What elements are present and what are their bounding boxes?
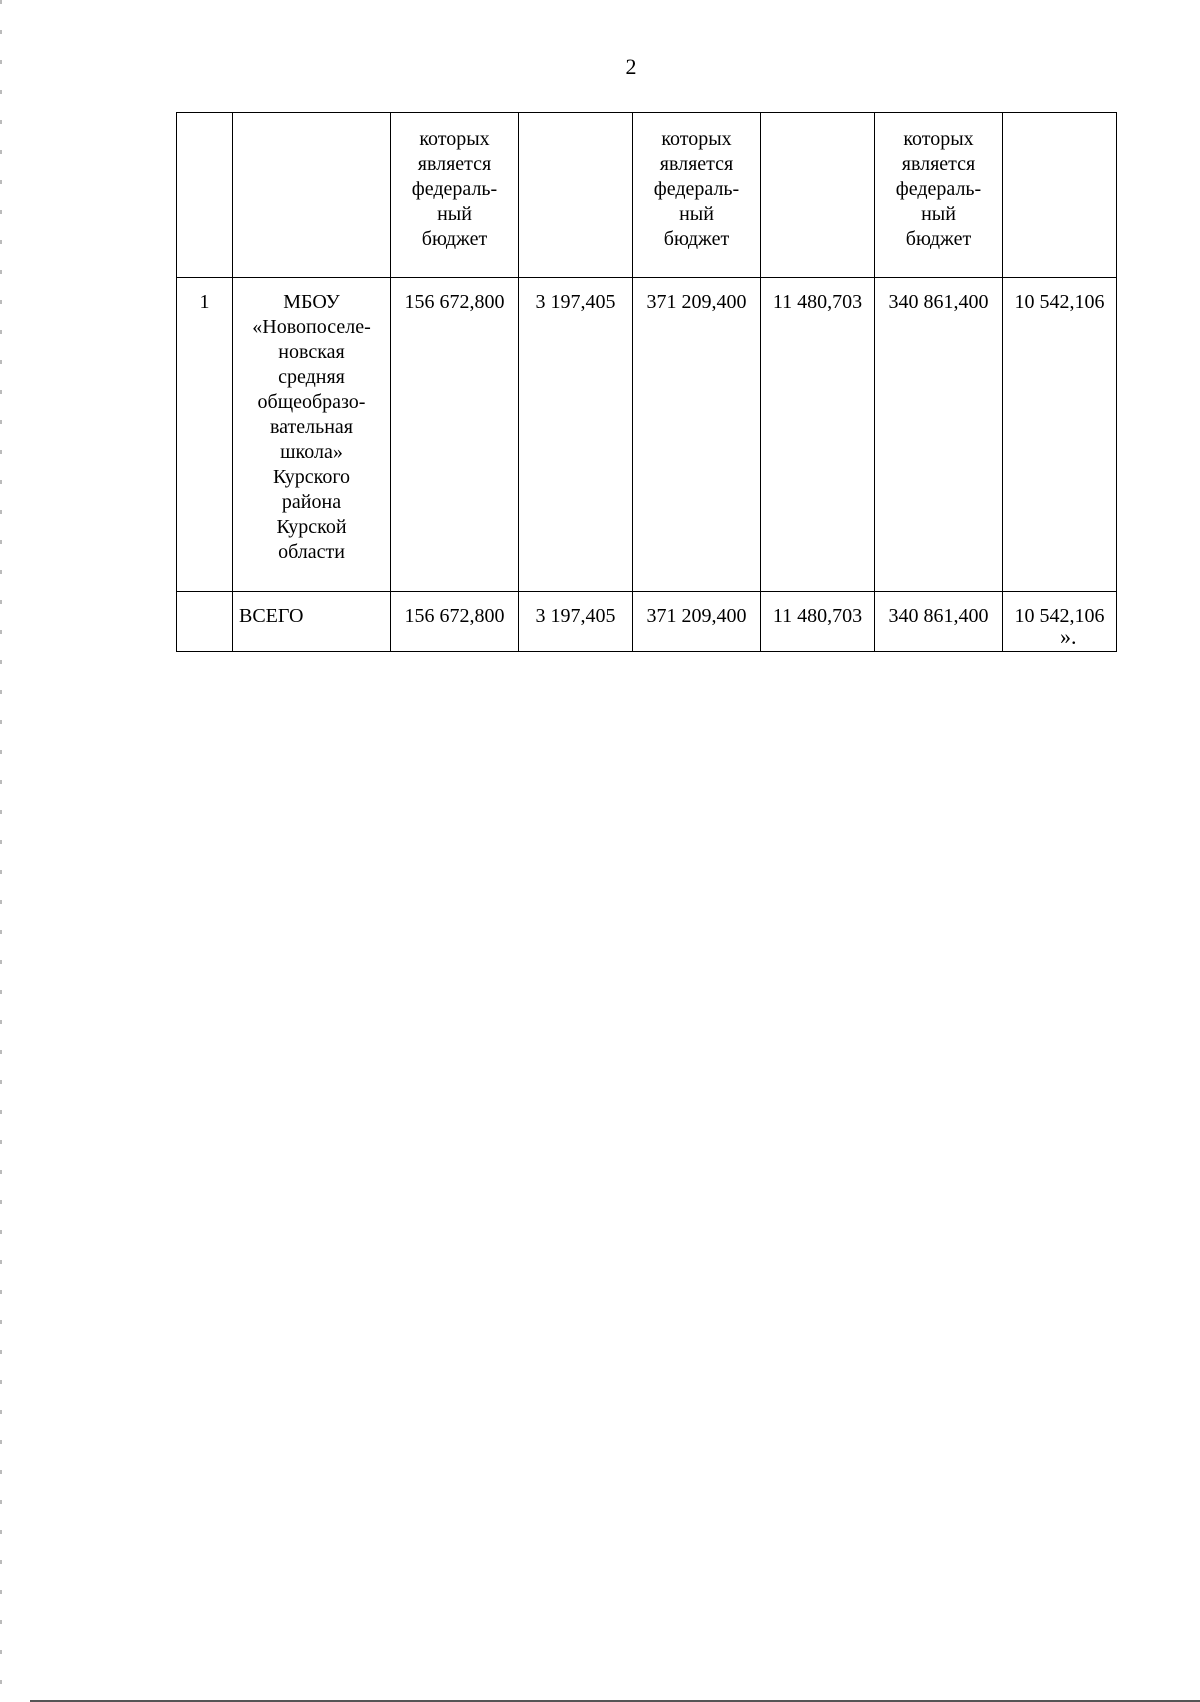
header-text-line: которых (903, 128, 974, 150)
header-cell-amount-3 (1003, 113, 1117, 278)
header-text-line: федераль- (895, 178, 982, 200)
school-name-line: средняя (278, 366, 345, 388)
school-name (233, 278, 391, 592)
value-cell: 156 672,800 (391, 278, 519, 592)
table-row (177, 278, 1117, 592)
school-name-line: района (281, 491, 342, 513)
header-cell-federal-2 (633, 113, 761, 278)
header-text-line: федераль- (653, 178, 740, 200)
total-value-cell: 11 480,703 (761, 592, 875, 652)
header-text-line: бюджет (905, 228, 972, 250)
header-text-line: является (417, 153, 492, 175)
school-name-line: «Новопоселе- (252, 316, 371, 338)
header-cell-amount-2 (761, 113, 875, 278)
header-text-line: ный (921, 203, 956, 225)
page-number: 2 (625, 54, 637, 79)
value-cell: 371 209,400 (633, 278, 761, 592)
total-row (177, 592, 1117, 652)
school-name-line: вательная (269, 416, 354, 438)
total-value-cell: 371 209,400 (633, 592, 761, 652)
row-index: 1 (177, 278, 233, 592)
school-name-line: Курской (276, 516, 347, 538)
total-index-cell (177, 592, 233, 652)
total-label: ВСЕГО (233, 592, 391, 652)
closing-quote-mark: ». (1060, 624, 1077, 649)
header-cell-federal-1 (391, 113, 519, 278)
value-cell: 340 861,400 (875, 278, 1003, 592)
value-cell: 3 197,405 (519, 278, 633, 592)
school-name-line: новская (278, 341, 345, 363)
school-name-line: Курского (272, 466, 351, 488)
header-text-line: является (901, 153, 976, 175)
total-value-cell: 10 542,106 (1003, 592, 1117, 652)
total-value-cell: 340 861,400 (875, 592, 1003, 652)
header-text-line: бюджет (663, 228, 730, 250)
school-name-line: МБОУ (283, 291, 340, 313)
school-name-line: области (278, 541, 345, 563)
header-text-line: бюджет (421, 228, 488, 250)
header-text-line: ный (437, 203, 472, 225)
header-text-line: является (659, 153, 734, 175)
header-text-line: которых (661, 128, 732, 150)
scan-edge-left (0, 0, 2, 1702)
header-cell-amount-1 (519, 113, 633, 278)
total-value-cell: 156 672,800 (391, 592, 519, 652)
header-cell-index (177, 113, 233, 278)
table-header-row (177, 113, 1117, 278)
budget-table (176, 112, 1117, 652)
school-name-line: общеобразо- (257, 391, 366, 413)
value-cell: 11 480,703 (761, 278, 875, 592)
header-text-line: ный (679, 203, 714, 225)
school-name-line: школа» (280, 441, 343, 463)
value-cell: 10 542,106 (1003, 278, 1117, 592)
header-text-line: федераль- (411, 178, 498, 200)
header-cell-name (233, 113, 391, 278)
total-value-cell: 3 197,405 (519, 592, 633, 652)
header-text-line: которых (419, 128, 490, 150)
header-cell-federal-3 (875, 113, 1003, 278)
